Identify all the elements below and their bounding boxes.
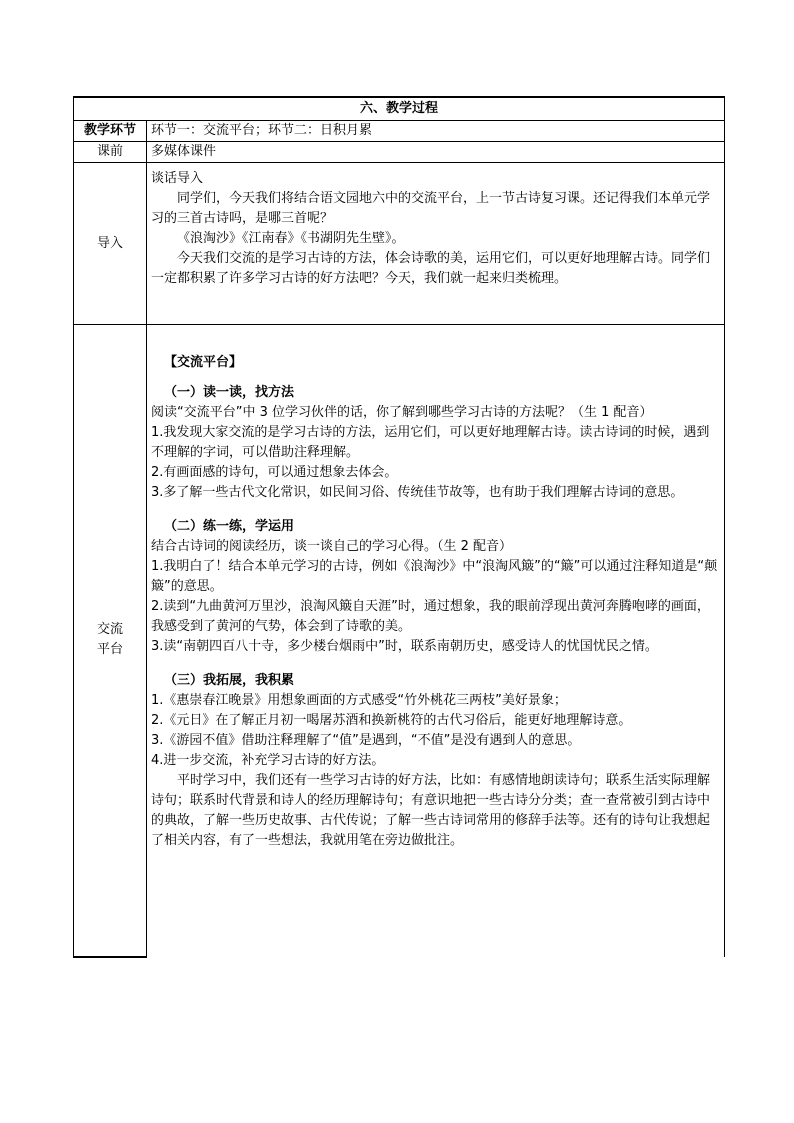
section-2-item: 3.读“南朝四百八十寺，多少楼台烟雨中”时，联系南朝历史，感受诗人的忧国忧民之情。 (151, 639, 658, 654)
section-2-intro: 结合古诗词的阅读经历，谈一谈自己的学习心得。（生 2 配音） (151, 539, 513, 554)
section-3-item: 3.《游园不值》借助注释理解了“值”是遇到，“不值”是没有遇到人的意思。 (151, 733, 581, 748)
exchange-label-line: 平台 (96, 642, 123, 658)
section-3-item: 1.《惠崇春江晚景》用想象画面的方式感受“竹外桃花三两枝”美好景象； (151, 693, 567, 708)
section-title: 六、教学过程 (74, 97, 725, 121)
lesson-plan-page (73, 96, 724, 958)
before-class-label: 课前 (74, 142, 147, 163)
intro-heading: 谈话导入 (151, 171, 204, 186)
section-1-intro: 阅读“交流平台”中 3 位学习伙伴的话，你了解到哪些学习古诗的方法呢？（生 1 配音） (151, 405, 653, 420)
intro-content (147, 163, 725, 325)
section-3-paragraph: 平时学习中，我们还有一些学习古诗的好方法，比如：有感情地朗读诗句；联系生活实际理解诗句；联系时代背景和诗人的经历理解诗句；有意识地把一些古诗分分类；查一查常被引到古诗中的典故，了解一些历史故事、古代传说；了解一些古诗词常用的修辞手法等。还有的诗句让我想起了相关内容，有了一些想法，我就用笔在旁边做批注。 (151, 773, 711, 848)
stage-value: 环节一：交流平台；环节二：日积月累 (147, 121, 725, 142)
teaching-process-table (73, 96, 725, 958)
section-3-item: 2.《元日》在了解正月初一喝屠苏酒和换新桃符的古代习俗后，能更好地理解诗意。 (151, 713, 632, 728)
exchange-content (147, 325, 725, 957)
section-1-item: 2.有画面感的诗句，可以通过想象去体会。 (151, 465, 398, 480)
stage-label: 教学环节 (74, 121, 147, 142)
exchange-header: 【交流平台】 (164, 355, 243, 370)
section-3-title: （三）我拓展，我积累 (164, 673, 295, 688)
section-2-title: （二）练一练，学运用 (164, 519, 295, 534)
intro-paragraph: 今天我们交流的是学习古诗的方法，体会诗歌的美，运用它们，可以更好地理解古诗。同学们一定都积累了许多学习古诗的好方法吧？今天，我们就一起来归类梳理。 (151, 251, 711, 286)
before-class-value: 多媒体课件 (147, 142, 725, 163)
section-2-item: 1.我明白了！结合本单元学习的古诗，例如《浪淘沙》中“浪淘风簸”的“簸”可以通过注释知道是“颠簸”的意思。 (151, 559, 718, 594)
section-3-item: 4.进一步交流，补充学习古诗的好方法。 (151, 753, 385, 768)
intro-paragraph: 同学们，今天我们将结合语文园地六中的交流平台，上一节古诗复习课。还记得我们本单元学习的三首古诗吗，是哪三首呢？ (151, 191, 711, 226)
exchange-label-line: 交流 (96, 622, 123, 638)
intro-label: 导入 (74, 163, 147, 325)
exchange-label (74, 325, 147, 957)
section-1-item: 3.多了解一些古代文化常识，如民间习俗、传统佳节故等，也有助于我们理解古诗词的意思。 (151, 485, 684, 500)
section-1-item: 1.我发现大家交流的是学习古诗的方法，运用它们，可以更好地理解古诗。读古诗词的时候，遇到不理解的字词，可以借助注释理解。 (151, 425, 710, 460)
section-2-item: 2.读到“九曲黄河万里沙，浪淘风簸自天涯”时，通过想象，我的眼前浮现出黄河奔腾咆哮的画面，我感受到了黄河的气势，体会到了诗歌的美。 (151, 599, 710, 634)
section-1-title: （一）读一读，找方法 (164, 385, 295, 400)
intro-poem-list: 《浪淘沙》《江南春》《书湖阴先生壁》。 (177, 231, 405, 246)
